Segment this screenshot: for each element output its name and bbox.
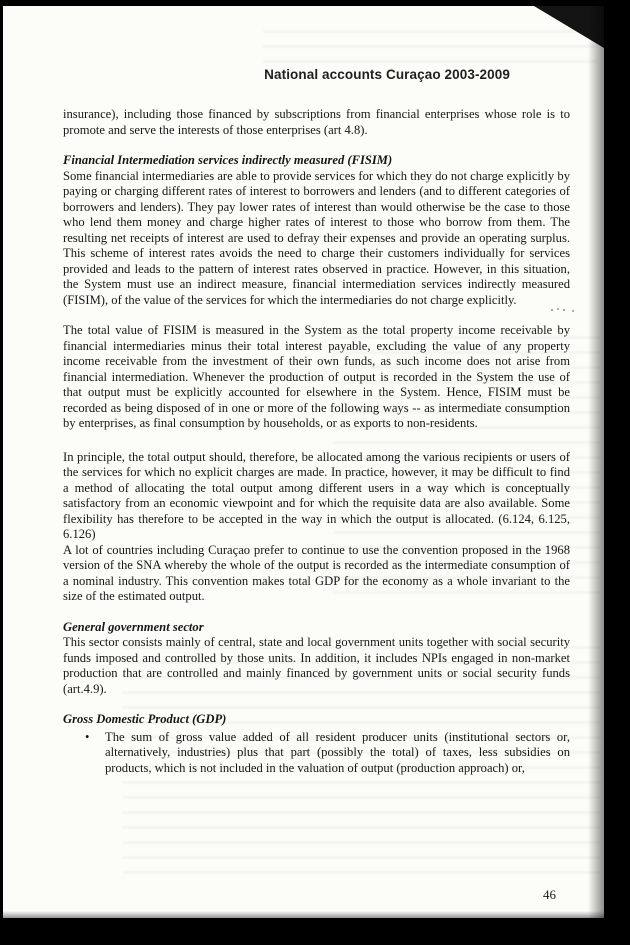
paragraph: insurance), including those financed by subscriptions from financial enterprises whose role is to promote and serve the interests of those enterprises (art 4.8). [63, 107, 570, 137]
page-header: National accounts Curaçao 2003-2009 [264, 67, 510, 82]
scan-border-right [604, 0, 630, 945]
bullet-icon: • [85, 729, 90, 744]
paragraph: The total value of FISIM is measured in the System as the total property income receivable by financial intermediaries minus their total interest payable, excluding the value of any property income receivable from the investment of their own funds, as such income does not arise from financial intermediation. Whenever the production of output is recorded in the System the use of that output must be explicitly accounted for elsewhere in the System. Hence, FISIM must be recorded as being disposed of in one or more of the following ways -- as intermediate consumption by enterprises, as final consumption by households, or as exports to non-residents. [63, 323, 570, 430]
section-heading: Financial Intermediation services indirectly measured (FISIM) [63, 153, 393, 167]
document-page [3, 6, 604, 918]
bullet-text: The sum of gross value added of all resident producer units (institutional sectors or, alternatively, industries) plus that part (possibly the total) of taxes, less subsidies on products, which is not included in the valuation of output (production approach) or, [105, 729, 570, 775]
section-heading: Gross Domestic Product (GDP) [63, 712, 227, 726]
bullet-item [63, 730, 570, 777]
scan-artifact [551, 309, 553, 311]
paragraph: A lot of countries including Curaçao prefer to continue to use the convention proposed in the 1968 version of the SNA whereby the whole of the output is recorded as the intermediate consumption of a nominal industry. This convention makes total GDP for the economy as a whole invariant to the size of the estimated output. [63, 542, 570, 603]
section-heading: General government sector [63, 619, 204, 634]
scan-border-left [0, 0, 3, 945]
paragraph: Some financial intermediaries are able to provide services for which they do not charge explicitly by paying or charging different rates of interest to borrowers and lenders (and to different categories of borrowers and lenders). They pay lower rates of interest than would otherwise be the case to those who lend them money and charge higher rates of interest to those who borrow from them. The resulting net receipts of interest are used to defray their expenses and provide an operating surplus. This scheme of interest rates avoids the need to charge their customers individually for services provided and leads to the pattern of interest rates observed in practice. However, in this situation, the System must use an indirect measure, financial intermediation services indirectly measured (FISIM), of the value of the services for which the intermediaries do not charge explicitly. [63, 168, 570, 307]
page-number: 46 [543, 887, 556, 902]
scan-border-bottom [0, 918, 630, 945]
paragraph: This sector consists mainly of central, state and local government units together with social security funds imposed and controlled by those units. In addition, it includes NPIs engaged in non-market production that are controlled and mainly financed by government units or social security funds (art.4.9). [63, 635, 570, 696]
scan-border-top [0, 0, 630, 6]
paragraph: In principle, the total output should, therefore, be allocated among the various recipients or users of the services for which no explicit charges are made. In practice, however, it may be difficult to find a method of allocating the total output among different users in a way which is conceptually satisfactory from an economic viewpoint and for which the requisite data are also available. Some flexibility has therefore to be accepted in the way in which the output is allocated. (6.124, 6.125, 6.126) [63, 449, 570, 541]
bleed-through-texture [263, 30, 598, 66]
document-content [63, 107, 570, 791]
